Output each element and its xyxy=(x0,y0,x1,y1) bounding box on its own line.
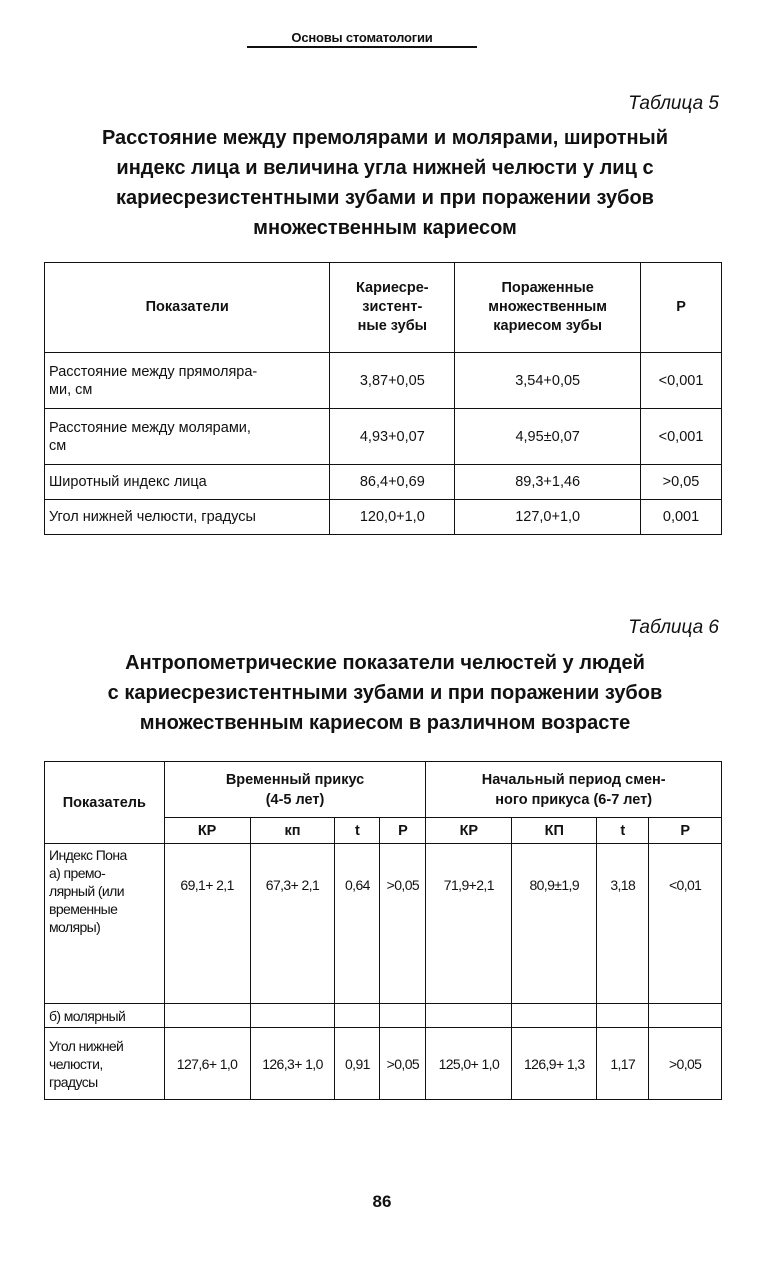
row-label xyxy=(45,1028,165,1100)
row-label: Угол нижней челюсти, градусы xyxy=(45,500,330,535)
header-line: ные зубы xyxy=(357,318,428,334)
row-label-line: Угол нижней xyxy=(49,1037,124,1054)
table5 xyxy=(44,262,722,535)
table5-title-line: кариесрезистентными зубами и при поражении зубов xyxy=(116,187,654,209)
page-number: 86 xyxy=(372,1192,392,1211)
table5-header-row xyxy=(45,263,722,353)
subheader-cell: t xyxy=(335,818,380,844)
cell-resistant: 86,4+0,69 xyxy=(330,465,455,500)
cell-resistant: 120,0+1,0 xyxy=(330,500,455,535)
cell-value xyxy=(380,1004,426,1028)
header-line: множественным xyxy=(488,299,607,315)
table-row xyxy=(45,844,722,1004)
cell-value xyxy=(426,1004,512,1028)
cell-value: 69,1+ 2,1 xyxy=(164,844,250,1004)
table6-title-line: Антропометрические показатели челюстей у людей xyxy=(125,652,645,674)
row-label-line: Индекс Пона xyxy=(49,847,127,863)
subheader-cell: t xyxy=(597,818,649,844)
table6-title xyxy=(40,648,730,738)
subheader-cell: КР xyxy=(426,818,512,844)
cell-value: 80,9±1,9 xyxy=(512,844,597,1004)
cell-value: 0,91 xyxy=(335,1028,380,1100)
header-line: (4-5 лет) xyxy=(265,791,325,808)
table5-header-p: P xyxy=(641,263,722,353)
cell-value: 126,3+ 1,0 xyxy=(250,1028,335,1100)
cell-affected: 89,3+1,46 xyxy=(455,465,641,500)
table-row xyxy=(45,1004,722,1028)
cell-value: 67,3+ 2,1 xyxy=(250,844,335,1004)
table6-header-temporary-bite xyxy=(164,762,426,818)
subheader-cell: P xyxy=(649,818,722,844)
cell-value: 0,64 xyxy=(335,844,380,1004)
cell-value xyxy=(335,1004,380,1028)
cell-value: >0,05 xyxy=(380,1028,426,1100)
header-line: Кариесре- xyxy=(356,280,429,296)
cell-affected: 4,95±0,07 xyxy=(455,409,641,465)
running-head: Основы стоматологии xyxy=(247,30,477,48)
table6 xyxy=(44,761,722,1100)
table-row xyxy=(45,465,722,500)
cell-value: 3,18 xyxy=(597,844,649,1004)
table-row xyxy=(45,1028,722,1100)
cell-value: <0,01 xyxy=(649,844,722,1004)
header-line: Начальный период смен- xyxy=(481,771,666,788)
cell-value xyxy=(164,1004,250,1028)
row-label xyxy=(45,844,165,1004)
cell-value: 126,9+ 1,3 xyxy=(512,1028,597,1100)
cell-value xyxy=(512,1004,597,1028)
table5-header-affected xyxy=(455,263,641,353)
row-label-line: временные xyxy=(49,901,118,917)
table5-title-line: Расстояние между премолярами и молярами, широтный xyxy=(101,127,669,149)
cell-value: >0,05 xyxy=(649,1028,722,1100)
table6-header-indicator: Показатель xyxy=(45,762,165,844)
cell-value: 127,6+ 1,0 xyxy=(164,1028,250,1100)
table6-header-row xyxy=(45,762,722,818)
row-label: Широтный индекс лица xyxy=(45,465,330,500)
table5-title xyxy=(40,123,730,243)
cell-value xyxy=(597,1004,649,1028)
cell-value: 125,0+ 1,0 xyxy=(426,1028,512,1100)
row-label-line: см xyxy=(49,437,67,454)
cell-value xyxy=(649,1004,722,1028)
subheader-cell: КР xyxy=(164,818,250,844)
cell-value xyxy=(250,1004,335,1028)
table5-header-resistant xyxy=(330,263,455,353)
header-line: Временный прикус xyxy=(225,771,365,788)
cell-p: 0,001 xyxy=(641,500,722,535)
table6-title-line: множественным кариесом в различном возрасте xyxy=(139,712,631,734)
header-line: Пораженные xyxy=(501,280,594,296)
subheader-cell: КП xyxy=(512,818,597,844)
cell-affected: 127,0+1,0 xyxy=(455,500,641,535)
header-line: ного прикуса (6-7 лет) xyxy=(495,791,653,808)
header-line: кариесом зубы xyxy=(493,318,602,334)
row-label xyxy=(45,409,330,465)
table5-number: Таблица 5 xyxy=(628,93,719,114)
cell-value: 1,17 xyxy=(597,1028,649,1100)
cell-resistant: 4,93+0,07 xyxy=(330,409,455,465)
table6-header-mixed-bite xyxy=(426,762,722,818)
cell-p: >0,05 xyxy=(641,465,722,500)
table6-title-line: с кариесрезистентными зубами и при поражении зубов xyxy=(107,682,663,704)
row-label-line: челюсти, xyxy=(49,1055,103,1072)
row-label-line: градусы xyxy=(49,1073,98,1090)
table5-title-line: индекс лица и величина угла нижней челюсти у лиц с xyxy=(116,157,654,179)
table-row xyxy=(45,500,722,535)
subheader-cell: кп xyxy=(250,818,335,844)
table-row xyxy=(45,353,722,409)
cell-value: 71,9+2,1 xyxy=(426,844,512,1004)
row-label-line: а) премо- xyxy=(49,865,106,881)
row-label: б) молярный xyxy=(45,1004,165,1028)
subheader-cell: P xyxy=(380,818,426,844)
cell-p: <0,001 xyxy=(641,409,722,465)
cell-affected: 3,54+0,05 xyxy=(455,353,641,409)
row-label-line: Расстояние между прямоляра- xyxy=(49,363,258,380)
header-line: зистент- xyxy=(362,299,423,315)
cell-value: >0,05 xyxy=(380,844,426,1004)
row-label-line: ми, см xyxy=(49,381,93,398)
table5-title-line: множественным кариесом xyxy=(253,217,517,239)
table5-header-indicators: Показатели xyxy=(45,263,330,353)
row-label-line: лярный (или xyxy=(49,883,124,899)
cell-p: <0,001 xyxy=(641,353,722,409)
table6-number: Таблица 6 xyxy=(628,617,719,638)
row-label-line: Расстояние между молярами, xyxy=(49,419,251,436)
table-row xyxy=(45,409,722,465)
row-label xyxy=(45,353,330,409)
cell-resistant: 3,87+0,05 xyxy=(330,353,455,409)
row-label-line: моляры) xyxy=(49,919,101,935)
